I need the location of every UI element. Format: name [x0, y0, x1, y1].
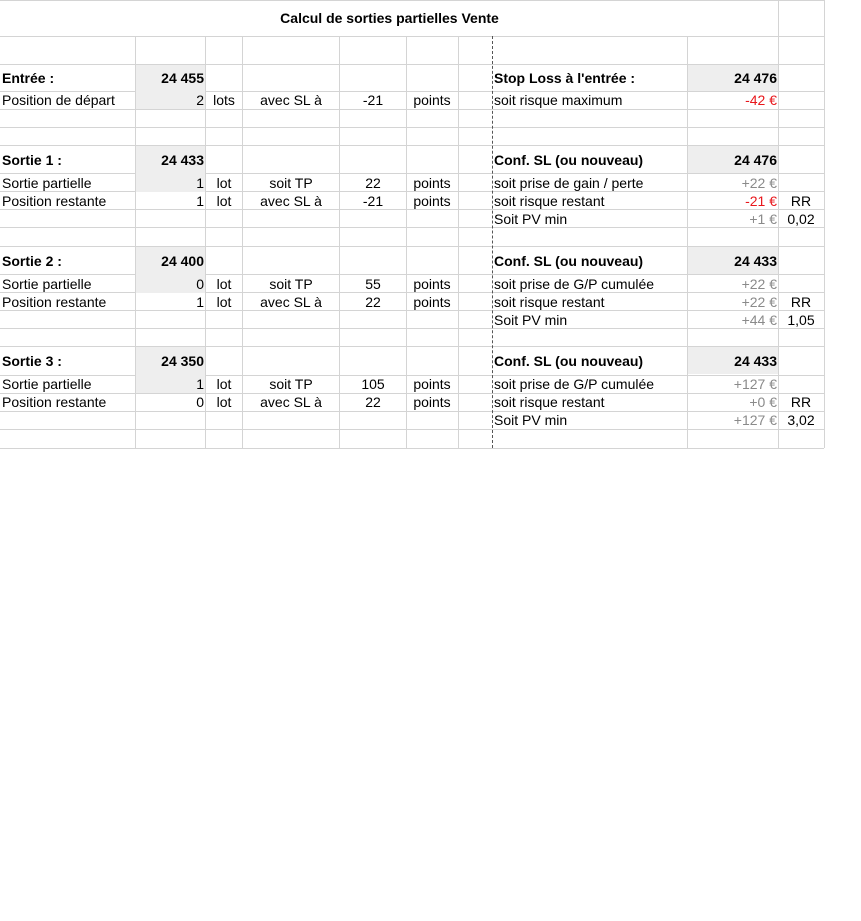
column-gridline	[687, 36, 688, 448]
sheet-title[interactable]: Calcul de sorties partielles Vente	[280, 10, 499, 26]
rr-label[interactable]: RR	[790, 394, 812, 410]
partial-exit-unit[interactable]: lot	[216, 175, 232, 191]
remaining-unit[interactable]: lot	[216, 394, 232, 410]
exit-label[interactable]: Sortie 3 :	[2, 353, 62, 369]
exit-price[interactable]: 24 350	[161, 353, 204, 369]
gain-label[interactable]: soit prise de gain / perte	[494, 175, 644, 191]
start-position-lots[interactable]: 2	[196, 92, 204, 108]
row-gridline	[0, 448, 824, 449]
conf-sl-value[interactable]: 24 433	[734, 253, 777, 269]
remaining-unit[interactable]: lot	[216, 294, 232, 310]
remaining-sl-points[interactable]: -21	[362, 193, 384, 209]
remaining-lots[interactable]: 1	[196, 294, 204, 310]
start-position-label[interactable]: Position de départ	[2, 92, 115, 108]
partial-exit-lots[interactable]: 1	[196, 376, 204, 392]
remaining-unit[interactable]: lot	[216, 193, 232, 209]
remaining-sl-points[interactable]: 22	[365, 394, 381, 410]
rr-value[interactable]: 0,02	[787, 211, 815, 227]
remaining-risk-value[interactable]: -21 €	[745, 193, 777, 209]
exit-price[interactable]: 24 400	[161, 253, 204, 269]
remaining-risk-label[interactable]: soit risque restant	[494, 193, 605, 209]
remaining-risk-label[interactable]: soit risque restant	[494, 394, 605, 410]
gain-value[interactable]: +22 €	[741, 276, 777, 292]
pv-min-label[interactable]: Soit PV min	[494, 211, 568, 227]
partial-exit-label[interactable]: Sortie partielle	[2, 276, 92, 292]
entry-value[interactable]: 24 455	[161, 70, 204, 86]
remaining-position-label[interactable]: Position restante	[2, 294, 107, 310]
exit-label[interactable]: Sortie 2 :	[2, 253, 62, 269]
exit-label[interactable]: Sortie 1 :	[2, 152, 62, 168]
remaining-position-label[interactable]: Position restante	[2, 193, 107, 209]
row-gridline	[0, 429, 824, 430]
tp-label[interactable]: soit TP	[269, 175, 313, 191]
remaining-sl-points[interactable]: 22	[365, 294, 381, 310]
remaining-position-label[interactable]: Position restante	[2, 394, 107, 410]
partial-exit-unit[interactable]: lot	[216, 376, 232, 392]
pv-min-value[interactable]: +127 €	[733, 412, 777, 428]
remaining-risk-value[interactable]: +22 €	[741, 294, 777, 310]
row-gridline	[0, 127, 824, 128]
start-points-unit[interactable]: points	[413, 92, 451, 108]
start-sl-points[interactable]: -21	[362, 92, 384, 108]
partial-exit-lots[interactable]: 0	[196, 276, 204, 292]
tp-points-unit[interactable]: points	[413, 276, 451, 292]
remaining-risk-value[interactable]: +0 €	[749, 394, 777, 410]
remaining-sl-label[interactable]: avec SL à	[260, 294, 322, 310]
max-risk-value[interactable]: -42 €	[745, 92, 777, 108]
conf-sl-label[interactable]: Conf. SL (ou nouveau)	[494, 253, 644, 269]
partial-exit-lots[interactable]: 1	[196, 175, 204, 191]
rr-value[interactable]: 1,05	[787, 312, 815, 328]
pv-min-value[interactable]: +1 €	[749, 211, 777, 227]
rr-label[interactable]: RR	[790, 294, 812, 310]
gain-label[interactable]: soit prise de G/P cumulée	[494, 376, 655, 392]
partial-exit-label[interactable]: Sortie partielle	[2, 376, 92, 392]
remaining-risk-label[interactable]: soit risque restant	[494, 294, 605, 310]
conf-sl-label[interactable]: Conf. SL (ou nouveau)	[494, 152, 644, 168]
gain-value[interactable]: +22 €	[741, 175, 777, 191]
partial-exit-label[interactable]: Sortie partielle	[2, 175, 92, 191]
entry-label[interactable]: Entrée :	[2, 70, 55, 86]
rr-label[interactable]: RR	[790, 193, 812, 209]
partial-exit-unit[interactable]: lot	[216, 276, 232, 292]
remaining-sl-label[interactable]: avec SL à	[260, 394, 322, 410]
remaining-points-unit[interactable]: points	[413, 394, 451, 410]
tp-points[interactable]: 55	[365, 276, 381, 292]
remaining-points-unit[interactable]: points	[413, 193, 451, 209]
remaining-lots[interactable]: 0	[196, 394, 204, 410]
tp-points[interactable]: 22	[365, 175, 381, 191]
tp-points[interactable]: 105	[361, 376, 385, 392]
entry-sl-label[interactable]: Stop Loss à l'entrée :	[494, 70, 636, 86]
tp-points-unit[interactable]: points	[413, 175, 451, 191]
gain-label[interactable]: soit prise de G/P cumulée	[494, 276, 655, 292]
remaining-points-unit[interactable]: points	[413, 294, 451, 310]
gain-value[interactable]: +127 €	[733, 376, 777, 392]
row-gridline	[0, 36, 824, 37]
pv-min-label[interactable]: Soit PV min	[494, 312, 568, 328]
row-gridline	[0, 0, 824, 1]
pv-min-value[interactable]: +44 €	[741, 312, 777, 328]
tp-label[interactable]: soit TP	[269, 276, 313, 292]
conf-sl-value[interactable]: 24 476	[734, 152, 777, 168]
conf-sl-value[interactable]: 24 433	[734, 353, 777, 369]
entry-sl-value[interactable]: 24 476	[734, 70, 777, 86]
spreadsheet-grid	[0, 0, 824, 450]
exit-price[interactable]: 24 433	[161, 152, 204, 168]
column-gridline	[458, 36, 459, 448]
start-position-unit[interactable]: lots	[213, 92, 235, 108]
tp-label[interactable]: soit TP	[269, 376, 313, 392]
max-risk-label[interactable]: soit risque maximum	[494, 92, 623, 108]
tp-points-unit[interactable]: points	[413, 376, 451, 392]
row-gridline	[0, 109, 824, 110]
section-divider	[492, 36, 493, 448]
start-sl-label[interactable]: avec SL à	[260, 92, 322, 108]
pv-min-label[interactable]: Soit PV min	[494, 412, 568, 428]
rr-value[interactable]: 3,02	[787, 412, 815, 428]
column-gridline	[824, 0, 825, 448]
remaining-lots[interactable]: 1	[196, 193, 204, 209]
conf-sl-label[interactable]: Conf. SL (ou nouveau)	[494, 353, 644, 369]
remaining-sl-label[interactable]: avec SL à	[260, 193, 322, 209]
